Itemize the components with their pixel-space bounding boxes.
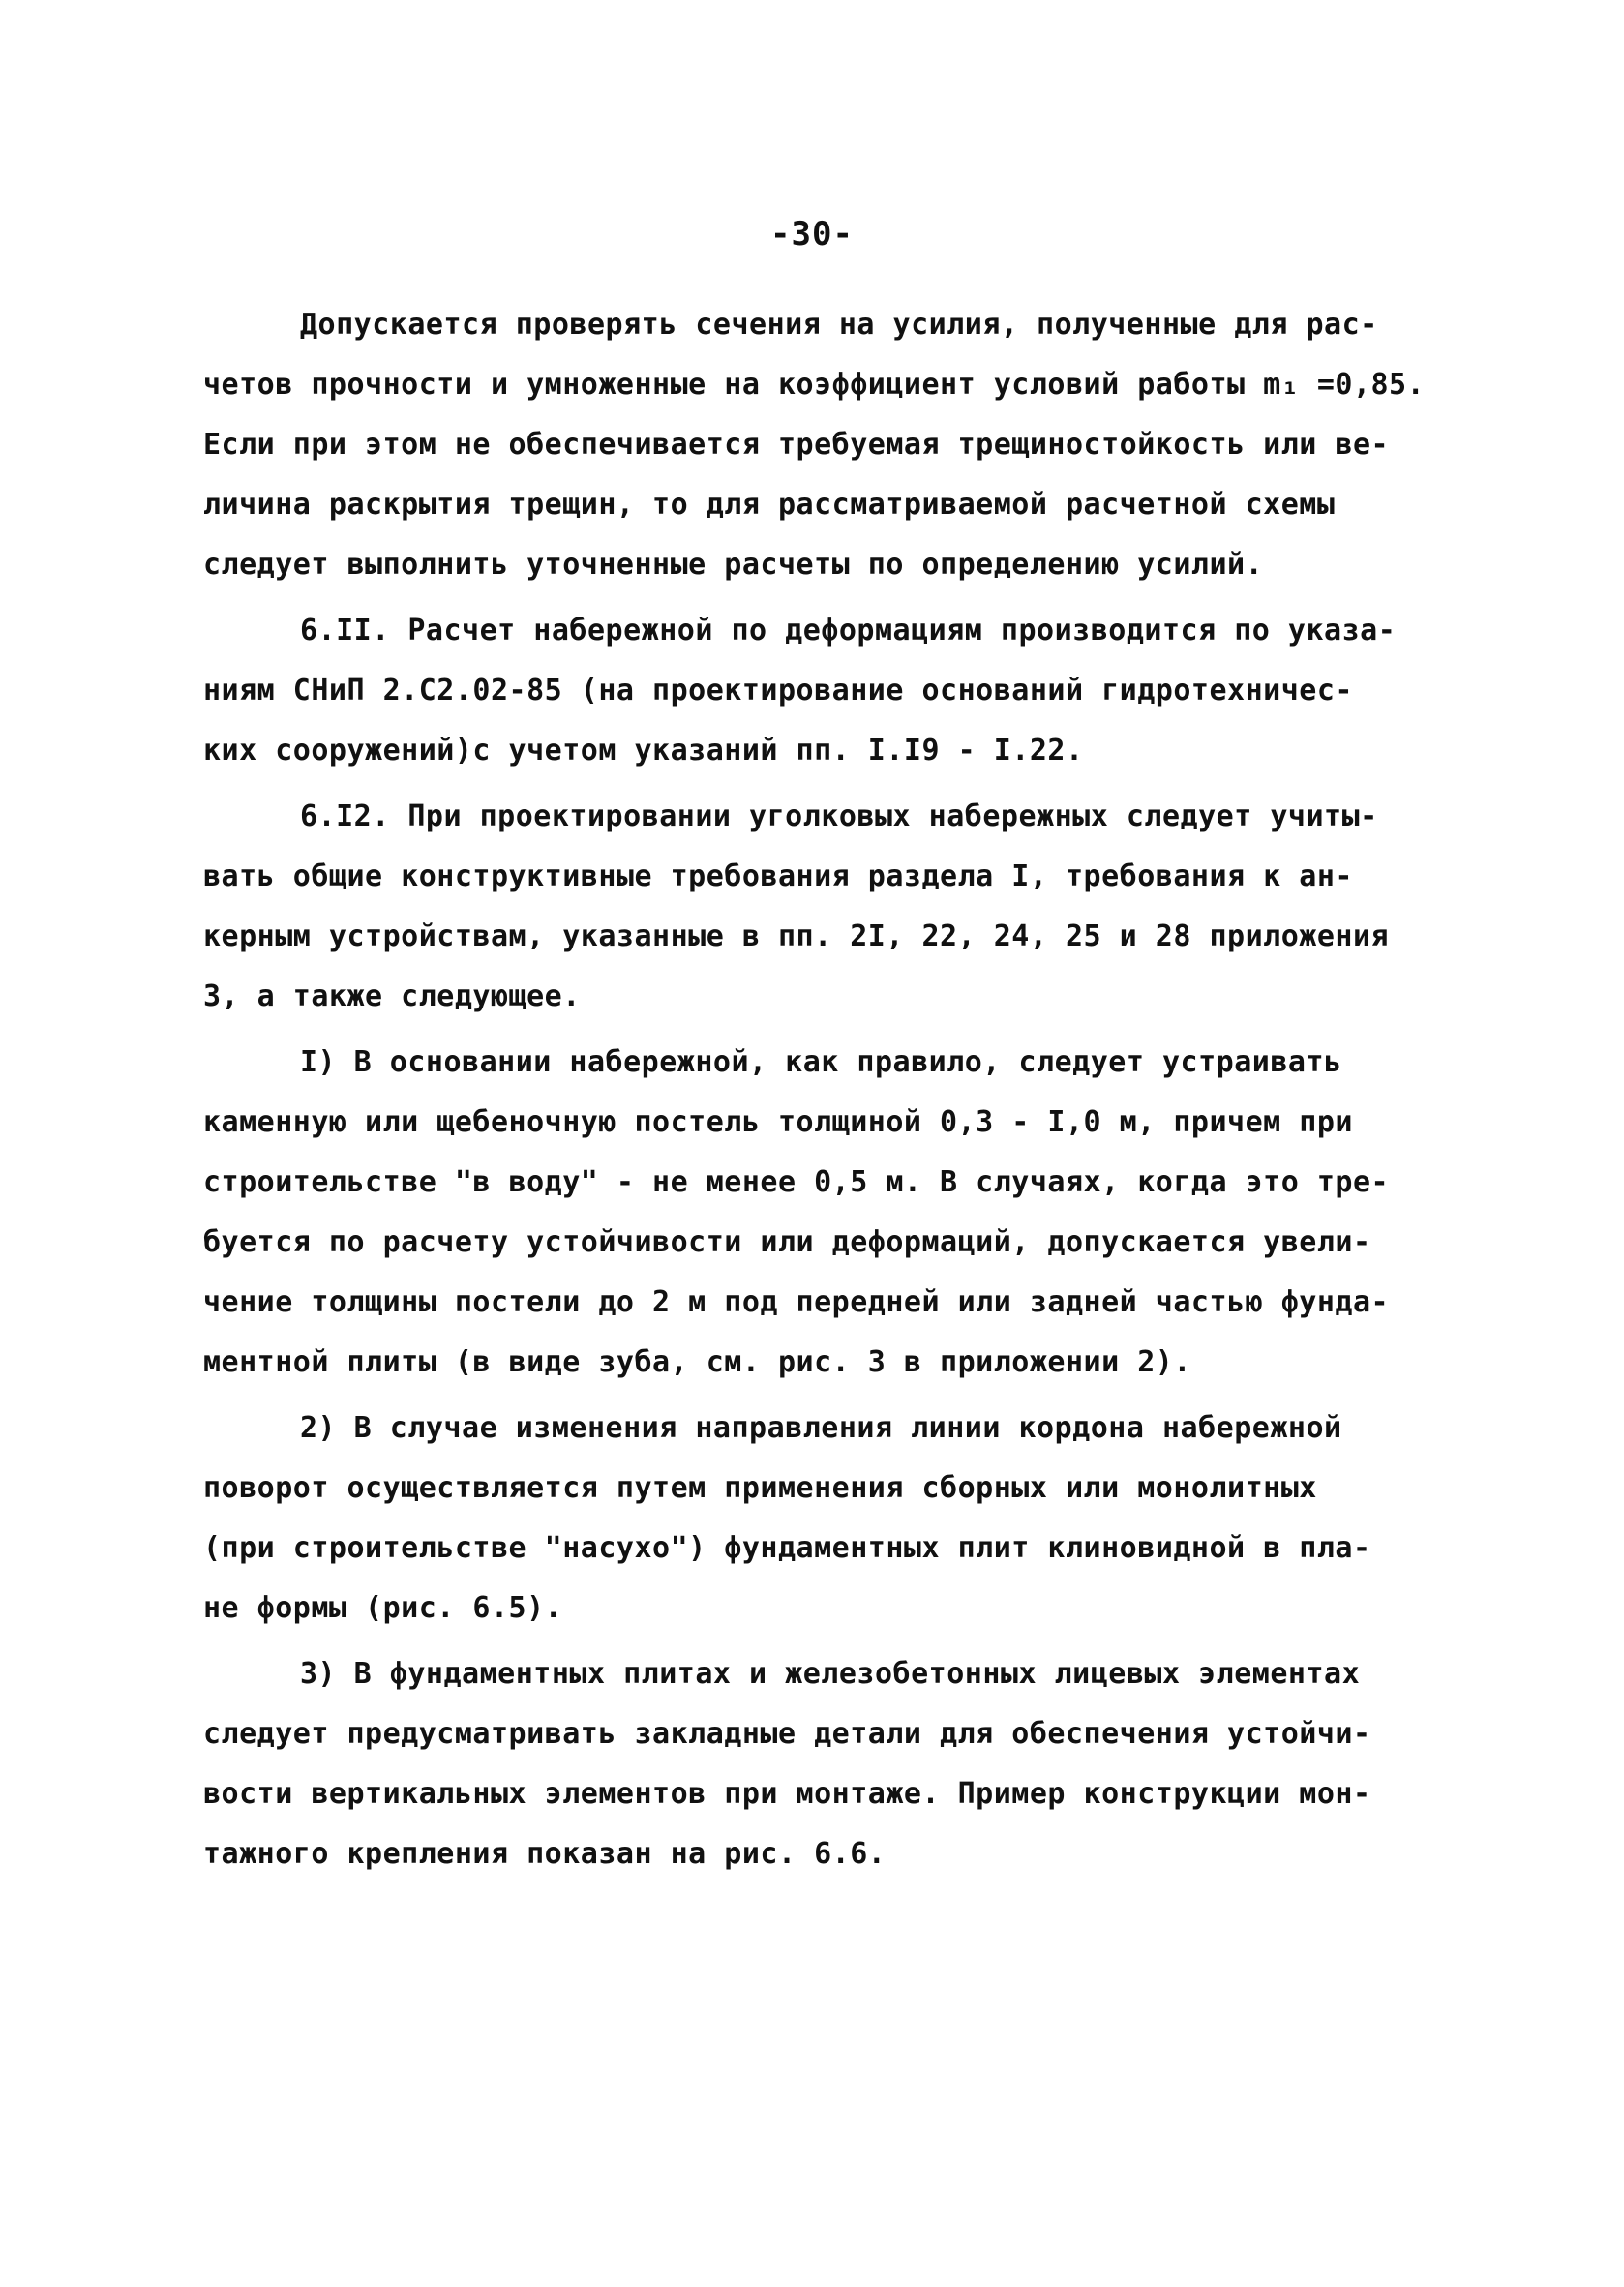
text-line: вать общие конструктивные требования раздела I, требования к ан-: [203, 859, 1353, 893]
text-line: следует предусматривать закладные детали для обеспечения устойчи-: [203, 1717, 1371, 1751]
text-line: следует выполнить уточненные расчеты по определению усилий.: [203, 548, 1264, 582]
text-line: 6.I2. При проектировании уголковых набережных следует учиты-: [300, 799, 1378, 833]
text-line: 3) В фундаментных плитах и железобетонных лицевых элементах: [300, 1657, 1361, 1691]
text-line: 6.II. Расчет набережной по деформациям производится по указа-: [300, 614, 1397, 647]
text-line: (при строительстве "насухо") фундаментных плит клиновидной в пла-: [203, 1531, 1371, 1565]
text-line: буется по расчету устойчивости или деформаций, допускается увели-: [203, 1225, 1371, 1259]
text-line: ментной плиты (в виде зуба, см. рис. 3 в приложении 2).: [203, 1345, 1191, 1379]
list-item-3: [203, 1644, 1461, 1884]
text-line: каменную или щебеночную постель толщиной 0,3 - I,0 м, причем при: [203, 1105, 1353, 1139]
text-line: керным устройствам, указанные в пп. 2I, 22, 24, 25 и 28 приложения: [203, 919, 1390, 953]
text-line: тажного крепления показан на рис. 6.6.: [203, 1837, 887, 1871]
text-line: вости вертикальных элементов при монтаже. Пример конструкции мон-: [203, 1777, 1371, 1811]
text-line: поворот осуществляется путем применения сборных или монолитных: [203, 1471, 1317, 1505]
paragraph-6-11: [203, 601, 1461, 781]
text-line: ниям СНиП 2.С2.02-85 (на проектирование оснований гидротехничес-: [203, 674, 1353, 707]
text-line: Если при этом не обеспечивается требуемая трещиностойкость или ве-: [203, 428, 1390, 462]
text-line: Допускается проверять сечения на усилия, полученные для рас-: [300, 308, 1378, 342]
list-item-1: [203, 1033, 1461, 1393]
list-item-2: [203, 1399, 1461, 1639]
text-line: личина раскрытия трещин, то для рассматриваемой расчетной схемы: [203, 488, 1336, 522]
paragraph-6-12: [203, 787, 1461, 1027]
paragraph-1: [203, 295, 1461, 595]
text-line: не формы (рис. 6.5).: [203, 1591, 563, 1625]
text-line: строительстве "в воду" - не менее 0,5 м. В случаях, когда это тре-: [203, 1165, 1390, 1199]
text-line: четов прочности и умноженные на коэффициент условий работы m₁ =0,85.: [203, 368, 1426, 402]
page-number: -30-: [770, 215, 854, 254]
text-line: ких сооружений)с учетом указаний пп. I.I9 - I.22.: [203, 734, 1084, 767]
body-text: [203, 295, 1461, 1884]
text-line: 3, а также следующее.: [203, 979, 581, 1013]
text-line: 2) В случае изменения направления линии кордона набережной: [300, 1411, 1342, 1445]
text-line: чение толщины постели до 2 м под передней или задней частью фунда-: [203, 1285, 1390, 1319]
text-line: I) В основании набережной, как правило, следует устраивать: [300, 1045, 1342, 1079]
